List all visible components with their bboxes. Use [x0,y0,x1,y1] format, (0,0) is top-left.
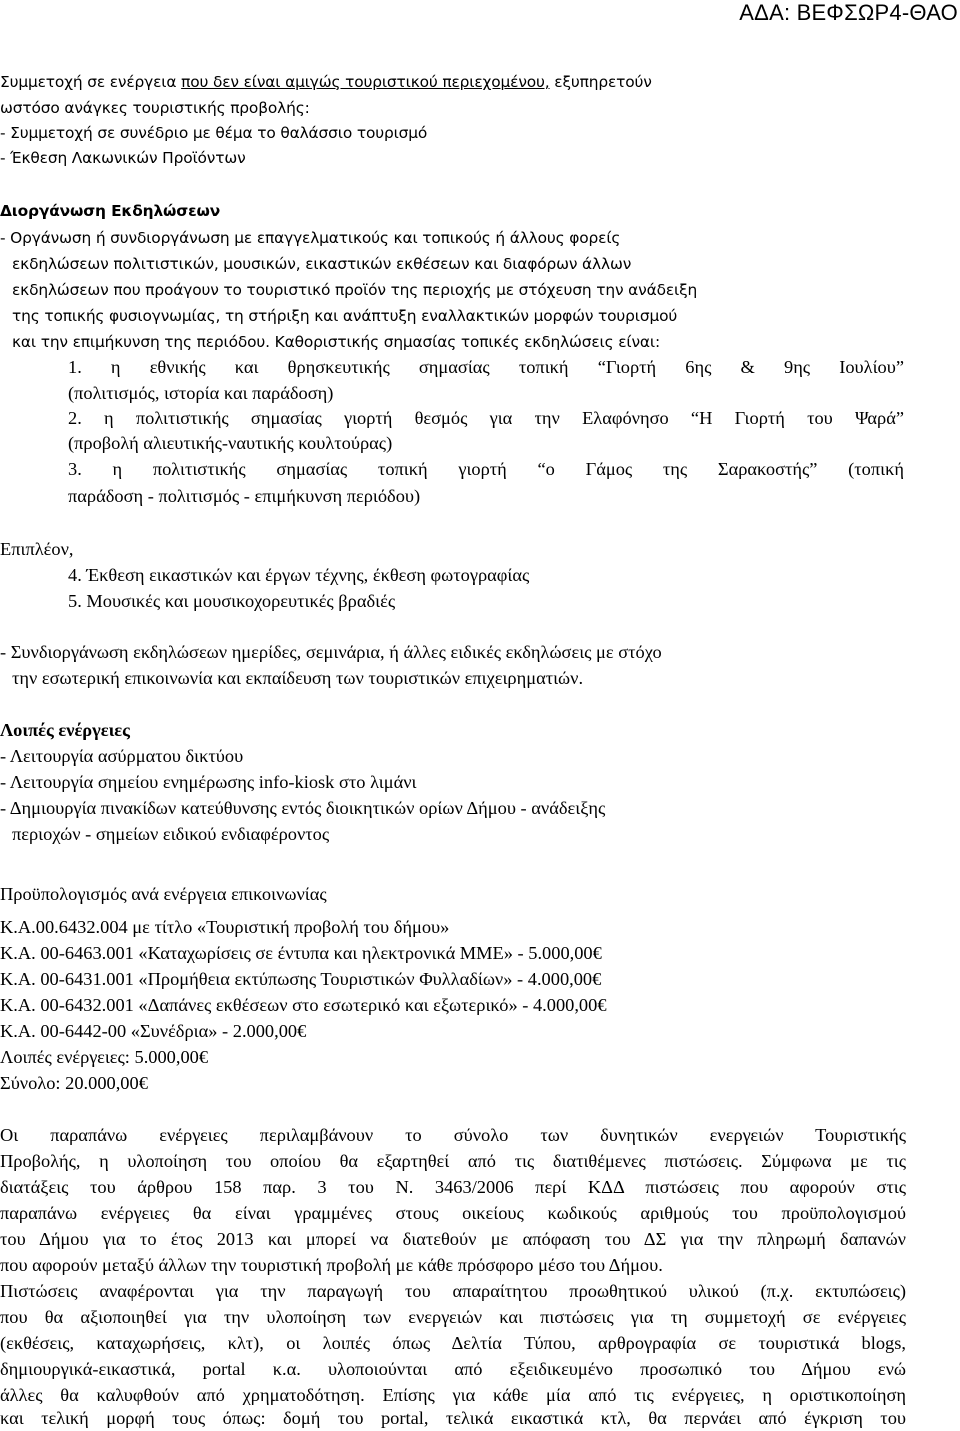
intro-underlined-text: που δεν είναι αμιγώς τουριστικού περιεχομένου, [181,73,550,91]
budget-line-4: Κ.Α. 00-6432.001 «Δαπάνες εκθέσεων στο εσωτερικό και εξωτερικό» - 4.000,00€ [0,995,607,1015]
event-item-3-cont: παράδοση - πολιτισμός - επιμήκυνση περιόδου) [68,486,421,506]
coorganization-line-2: την εσωτερική επικοινωνία και εκπαίδευση των τουριστικών επιχειρηματιών. [12,668,584,688]
extra-label: Επιπλέον, [0,539,74,559]
extra-item-5: 5. Μουσικές και μουσικοχορευτικές βραδιές [68,591,396,611]
events-line-4: της τοπικής φυσιογνωμίας, τη στήριξη και ανάπτυξη εναλλακτικών μορφών τουρισμού [12,307,678,325]
other-line-1: - Λειτουργία ασύρματου δικτύου [0,746,244,766]
budget-line-3: Κ.Α. 00-6431.001 «Προμήθεια εκτύπωσης Τουριστικών Φυλλαδίων» - 4.000,00€ [0,969,602,989]
closing-line-5: του Δήμου για το έτος 2013 και μπορεί να διατεθούν με απόφαση του ΔΣ για την πληρωμή δαπανών [0,1229,906,1249]
closing-line-4: παραπάνω ενέργειες θα είναι γραμμένες στους οικείους κωδικούς αριθμούς του προϋπολογισμού [0,1203,906,1223]
event-item-2: 2. η πολιτιστικής σημασίας γιορτή θεσμός για την Ελαφόνησο “Η Γιορτή του Ψαρά” [68,408,904,428]
events-line-2: εκδηλώσεων πολιτιστικών, μουσικών, εικαστικών εκθέσεων και διαφόρων άλλων [12,255,632,273]
event-item-3: 3. η πολιτιστικής σημασίας τοπική γιορτή “ο Γάμος της Σαρακοστής” (τοπική [68,459,904,479]
closing-line-6: που αφορούν μεταξύ άλλων την τουριστική προβολή με κάθε πρόσφορο μέσο του Δήμου. [0,1255,663,1275]
budget-total: Σύνολο: 20.000,00€ [0,1073,148,1093]
closing-line-9: (εκθέσεις, καταχωρήσεις, κλτ), οι λοιπές όπως Δελτία Τύπου, αρθρογραφία σε τουριστικά blogs, [0,1333,906,1353]
intro-line-1: Συμμετοχή σε ενέργεια που δεν είναι αμιγώς τουριστικού περιεχομένου, εξυπηρετούν [0,73,652,91]
extra-item-4: 4. Έκθεση εικαστικών και έργων τέχνης, έκθεση φωτογραφίας [68,565,530,585]
coorganization-line-1: - Συνδιοργάνωση εκδηλώσεων ημερίδες, σεμινάρια, ή άλλες ειδικές εκδηλώσεις με στόχο [0,642,662,662]
budget-line-2: Κ.Α. 00-6463.001 «Καταχωρίσεις σε έντυπα και ηλεκτρονικά ΜΜΕ» - 5.000,00€ [0,943,602,963]
closing-line-10: δημιουργικά-εικαστικά, portal κ.α. υλοποιούνται από εξειδικευμένο προσωπικό του Δήμου ενώ [0,1359,906,1379]
closing-line-3: διατάξεις του άρθρου 158 παρ. 3 του Ν. 3463/2006 περί ΚΔΔ πιστώσεις που αφορούν στις [0,1177,906,1197]
budget-heading: Προϋπολογισμός ανά ενέργεια επικοινωνίας [0,884,327,904]
other-heading: Λοιπές ενέργειες [0,720,130,740]
closing-line-1: Οι παραπάνω ενέργειες περιλαμβάνουν το σύνολο των δυνητικών ενεργειών Τουριστικής [0,1125,906,1145]
closing-line-11: άλλες θα καλυφθούν από χρηματοδότηση. Επίσης για κάθε μία από τις ενέργειες, η οριστικοποίηση [0,1385,906,1405]
intro-line-2: ωστόσο ανάγκες τουριστικής προβολής: [0,99,310,117]
event-item-1-cont: (πολιτισμός, ιστορία και παράδοση) [68,383,334,403]
closing-line-7: Πιστώσεις αναφέρονται για την παραγωγή του απαραίτητου προωθητικού υλικού (π.χ. εκτυπώσεις) [0,1281,906,1301]
event-item-2-cont: (προβολή αλιευτικής-ναυτικής κουλτούρας) [68,433,393,453]
budget-line-5: Κ.Α. 00-6442-00 «Συνέδρια» - 2.000,00€ [0,1021,307,1041]
other-line-2: - Λειτουργία σημείου ενημέρωσης info-kiosk στο λιμάνι [0,772,417,792]
other-line-3: - Δημιουργία πινακίδων κατεύθυνσης εντός διοικητικών ορίων Δήμου - ανάδειξης [0,798,606,818]
ada-code: ΑΔΑ: ΒΕΦΣΩΡ4-ΘΑΟ [739,0,958,25]
events-line-1: - Οργάνωση ή συνδιοργάνωση με επαγγελματικούς και τοπικούς ή άλλους φορείς [0,229,621,247]
closing-line-2: Προβολής, η υλοποίηση του οποίου θα εξαρτηθεί από τις διατιθέμενες πιστώσεις. Σύμφωνα με τις [0,1151,906,1171]
intro-line-3: - Συμμετοχή σε συνέδριο με θέμα το θαλάσσιο τουρισμό [0,124,428,142]
events-heading: Διοργάνωση Εκδηλώσεων [0,202,221,220]
budget-line-1: Κ.Α.00.6432.004 με τίτλο «Τουριστική προβολή του δήμου» [0,917,450,937]
other-line-4: περιοχών - σημείων ειδικού ενδιαφέροντος [12,824,330,844]
closing-line-8: που θα αξιοποιηθεί για την υλοποίηση των ενεργειών και πιστώσεις για τη συμμετοχή σε ενέργειες [0,1307,906,1327]
closing-line-12: και τελική μορφή τους όπως: δομή του portal, τελικά εικαστικά κτλ, θα περνάει από έγκριση του [0,1408,906,1428]
event-item-1: 1. η εθνικής και θρησκευτικής σημασίας τοπική “Γιορτή 6ης & 9ης Ιουλίου” [68,357,904,377]
intro-line-4: - Έκθεση Λακωνικών Προϊόντων [0,149,246,167]
events-line-3: εκδηλώσεων που προάγουν το τουριστικό προϊόν της περιοχής με στόχευση την ανάδειξη [12,281,698,299]
events-line-5: και την επιμήκυνση της περιόδου. Καθοριστικής σημασίας τοπικές εκδηλώσεις είναι: [12,333,660,351]
budget-line-6: Λοιπές ενέργειες: 5.000,00€ [0,1047,209,1067]
